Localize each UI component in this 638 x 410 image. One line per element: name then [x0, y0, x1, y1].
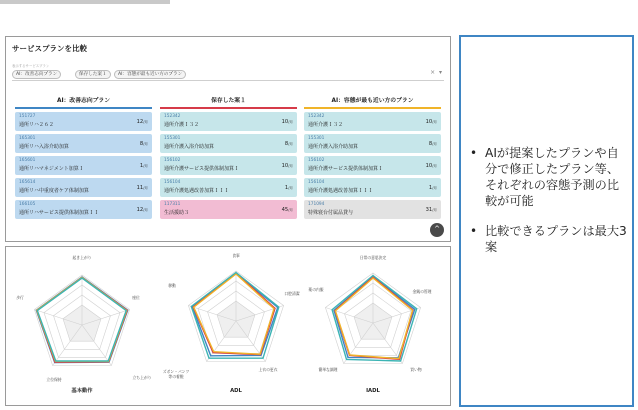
- service-name: 通所介護処遇改善加算ＩＩＩ: [164, 188, 230, 194]
- quantity-unit: /月: [288, 120, 293, 124]
- radar-chart-title: 基本動作: [71, 388, 93, 394]
- radar-axis-label: ズボン・パンツ等の着脱: [162, 369, 190, 379]
- quantity-value: 10: [425, 163, 433, 169]
- radar-axis-label: 食事: [232, 253, 240, 258]
- service-code: 165614: [19, 180, 36, 185]
- service-name: 通所リハ２６２: [19, 122, 54, 128]
- quantity-unit: /月: [143, 120, 148, 124]
- service-card[interactable]: [160, 200, 297, 219]
- quantity-unit: /月: [288, 142, 293, 146]
- service-code: 155301: [164, 136, 181, 141]
- quantity-value: 8: [428, 141, 433, 147]
- radar-chart-title: ADL: [230, 388, 242, 394]
- service-quantity: [429, 141, 437, 147]
- service-quantity: [285, 185, 293, 191]
- service-quantity: [137, 119, 148, 125]
- service-card[interactable]: [304, 156, 441, 175]
- service-quantity: [426, 207, 437, 213]
- service-card[interactable]: [304, 200, 441, 219]
- service-card[interactable]: [304, 178, 441, 197]
- service-card[interactable]: [15, 200, 152, 219]
- service-card[interactable]: [160, 178, 297, 197]
- plan-compare-screen: [5, 36, 451, 242]
- service-card[interactable]: [15, 156, 152, 175]
- plan-column: [304, 95, 441, 222]
- plan-chip-ai-similar[interactable]: AI：容態が最も近い方のプラン: [114, 70, 186, 79]
- quantity-value: 8: [284, 141, 289, 147]
- service-card[interactable]: [160, 112, 297, 131]
- quantity-value: 11: [136, 185, 144, 191]
- quantity-value: 45: [281, 207, 289, 213]
- plan-column: [15, 95, 152, 222]
- service-quantity: [426, 163, 437, 169]
- service-name: 通所介護サービス提供体制加算Ｉ: [308, 166, 384, 172]
- service-quantity: [137, 207, 148, 213]
- explanation-list: [469, 145, 629, 269]
- service-name: 通所介護Ｉ３２: [164, 122, 200, 128]
- service-code: 165301: [19, 136, 36, 141]
- quantity-value: 1: [139, 163, 144, 169]
- service-name: 生活援助３: [164, 210, 190, 216]
- service-code: 156102: [308, 158, 325, 163]
- service-code: 156104: [164, 180, 181, 185]
- service-code: 156102: [164, 158, 181, 163]
- radar-axis-label: 薬の内服: [308, 287, 324, 292]
- radar-axis-label: 口腔清潔: [284, 291, 300, 296]
- service-name: 通所リハマネジメント加算Ｉ: [19, 166, 84, 172]
- radar-axis-label: 日常の意思決定: [359, 255, 387, 260]
- quantity-unit: /月: [143, 186, 148, 190]
- quantity-unit: /月: [288, 186, 293, 190]
- radar-axis-label: 簡単な調理: [318, 367, 338, 372]
- service-name: 通所介護Ｉ３２: [308, 122, 344, 128]
- service-name: 特殊寝台付属品貸与: [308, 210, 354, 216]
- explanation-panel: [459, 35, 634, 407]
- plan-select-label: 表示するサービスプラン: [12, 64, 50, 68]
- bullet-icon: •: [470, 146, 478, 160]
- quantity-value: 1: [428, 185, 433, 191]
- chevron-down-icon[interactable]: ▾: [438, 69, 442, 76]
- service-name: 通所介護入浴介助加算: [164, 144, 215, 150]
- service-code: 171094: [308, 202, 325, 207]
- service-card[interactable]: [15, 112, 152, 131]
- radar-axis-label: 歩行: [16, 295, 24, 300]
- quantity-unit: /月: [432, 142, 437, 146]
- scroll-up-button[interactable]: ^: [430, 223, 444, 237]
- service-quantity: [140, 141, 148, 147]
- radar-charts-svg: [6, 247, 452, 407]
- service-quantity: [429, 185, 437, 191]
- quantity-value: 10: [281, 163, 289, 169]
- service-name: 通所介護サービス提供体制加算Ｉ: [164, 166, 240, 172]
- service-code: 117311: [164, 202, 181, 207]
- plan-column-header: AI：改善志向プラン: [56, 98, 111, 104]
- quantity-value: 10: [425, 119, 433, 125]
- quantity-value: 31: [425, 207, 433, 213]
- explanation-text-2: 比較できるプランは最大3案: [485, 224, 627, 254]
- top-divider: [0, 0, 170, 4]
- service-quantity: [285, 141, 293, 147]
- plan-column-header: AI：容態が最も近い方のプラン: [331, 98, 414, 104]
- radar-axis-label: 買い物: [410, 367, 422, 372]
- quantity-unit: /月: [143, 208, 148, 212]
- service-card[interactable]: [15, 134, 152, 153]
- service-name: 通所リハ中重度者ケア体制加算: [19, 188, 89, 194]
- quantity-unit: /月: [288, 208, 293, 212]
- quantity-value: 12: [136, 119, 144, 125]
- radar-axis-label: 座位: [132, 295, 140, 300]
- plan-column-accent-bar: [160, 107, 297, 109]
- service-code: 151727: [19, 114, 36, 119]
- service-card[interactable]: [160, 156, 297, 175]
- radar-axis-label: 起き上がり: [72, 255, 92, 260]
- service-card[interactable]: [304, 112, 441, 131]
- service-quantity: [137, 185, 148, 191]
- service-quantity: [282, 207, 293, 213]
- service-code: 156104: [308, 180, 325, 185]
- plan-chip-ai-improve[interactable]: AI：改善志向プラン: [12, 70, 61, 79]
- clear-and-dropdown-icon[interactable]: [430, 69, 442, 76]
- plan-column: [160, 95, 297, 222]
- clear-icon[interactable]: ×: [430, 69, 436, 76]
- bullet-icon: •: [470, 224, 478, 238]
- service-name: 通所リハサービス提供体制加算ＩＩ: [19, 210, 99, 216]
- quantity-value: 1: [284, 185, 289, 191]
- service-code: 152342: [164, 114, 181, 119]
- page-title: サービスプランを比較: [12, 44, 87, 53]
- service-card[interactable]: [160, 134, 297, 153]
- radar-chart-panel: [5, 246, 451, 406]
- service-name: 通所リハ入浴介助加算: [19, 144, 69, 150]
- service-code: 165601: [19, 158, 36, 163]
- plan-select-input[interactable]: [12, 69, 444, 81]
- explanation-bullet-1: [469, 145, 629, 209]
- service-name: 通所介護入浴介助加算: [308, 144, 359, 150]
- quantity-unit: /月: [432, 208, 437, 212]
- plan-column-accent-bar: [15, 107, 152, 109]
- service-name: 通所介護処遇改善加算ＩＩＩ: [308, 188, 374, 194]
- radar-axis-label: 上衣の更衣: [258, 367, 278, 372]
- service-card[interactable]: [15, 178, 152, 197]
- radar-chart-title: IADL: [366, 388, 380, 394]
- radar-axis-label: 立ち上がり: [132, 375, 152, 380]
- radar-axis-label: 移動: [168, 283, 176, 288]
- plan-column-header: 保存した案１: [211, 98, 246, 104]
- quantity-unit: /月: [143, 142, 148, 146]
- quantity-value: 12: [136, 207, 144, 213]
- service-code: 155301: [308, 136, 325, 141]
- quantity-value: 10: [281, 119, 289, 125]
- quantity-value: 8: [139, 141, 144, 147]
- radar-axis-label: 立位保持: [46, 377, 62, 382]
- radar-axis-label: 金銭の管理: [412, 289, 432, 294]
- service-code: 166105: [19, 202, 36, 207]
- quantity-unit: /月: [432, 164, 437, 168]
- service-quantity: [282, 163, 293, 169]
- service-quantity: [140, 163, 148, 169]
- service-quantity: [426, 119, 437, 125]
- service-card[interactable]: [304, 134, 441, 153]
- quantity-unit: /月: [288, 164, 293, 168]
- service-code: 152342: [308, 114, 325, 119]
- quantity-unit: /月: [432, 186, 437, 190]
- plan-column-accent-bar: [304, 107, 441, 109]
- explanation-text-1: AIが提案したプランや自分で修正したプラン等、それぞれの容態予測の比較が可能: [485, 146, 620, 208]
- service-quantity: [282, 119, 293, 125]
- explanation-bullet-2: [469, 223, 629, 255]
- quantity-unit: /月: [432, 120, 437, 124]
- plan-chip-saved-1[interactable]: 保存した案１: [75, 70, 111, 79]
- quantity-unit: /月: [143, 164, 148, 168]
